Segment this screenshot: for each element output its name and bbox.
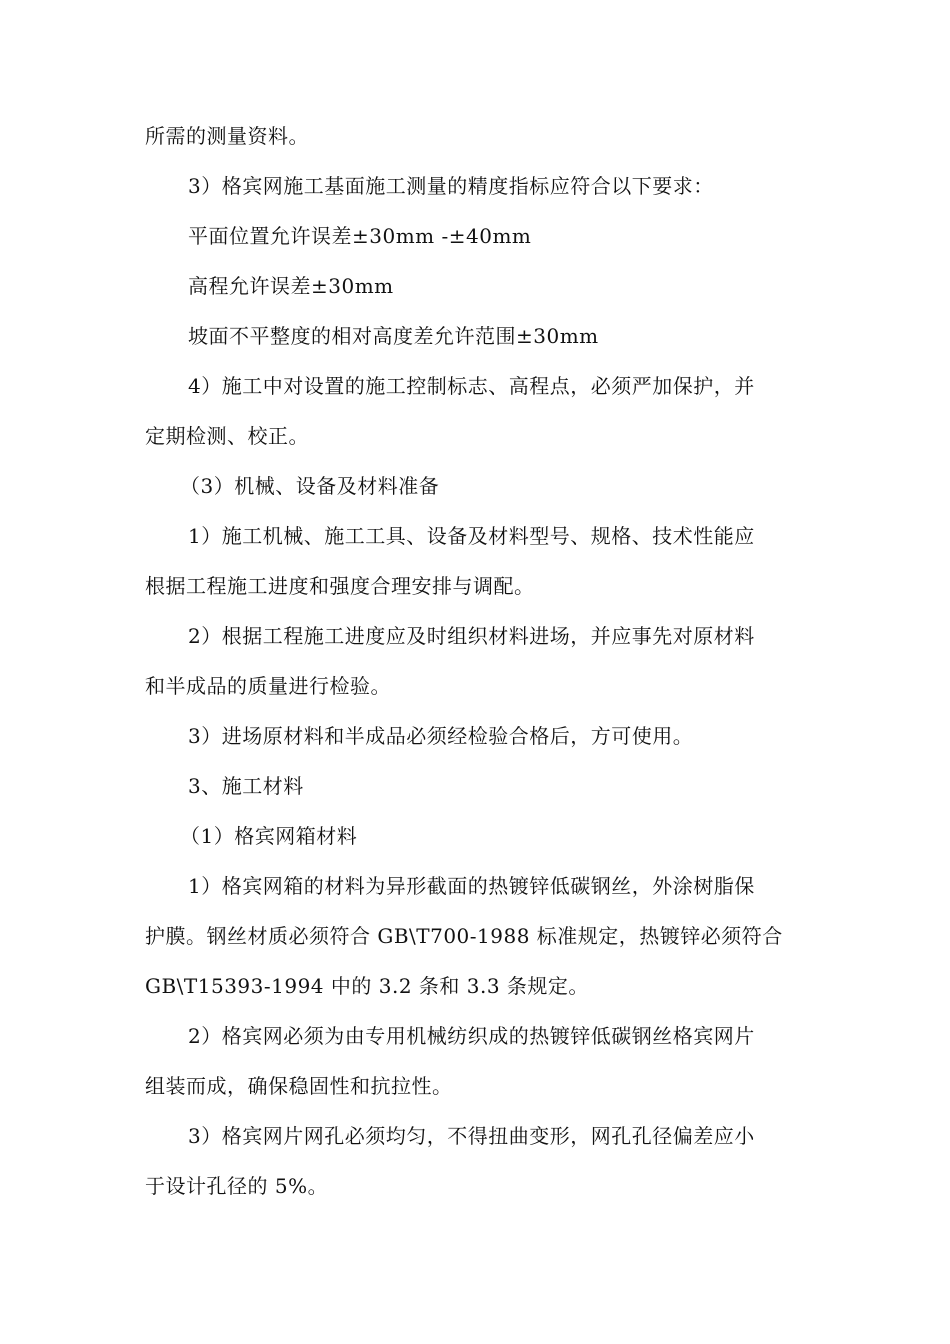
text-line: 1）格宾网箱的材料为异形截面的热镀锌低碳钢丝，外涂树脂保 (188, 874, 755, 898)
text-line: 3）格宾网片网孔必须均匀，不得扭曲变形，网孔孔径偏差应小 (188, 1124, 755, 1148)
text-line: 定期检测、校正。 (145, 424, 309, 448)
text-line: 4）施工中对设置的施工控制标志、高程点，必须严加保护，并 (188, 374, 755, 398)
text-line: 2）格宾网必须为由专用机械纺织成的热镀锌低碳钢丝格宾网片 (188, 1024, 755, 1048)
text-line: 高程允许误差±30mm (188, 274, 394, 298)
text-line: 坡面不平整度的相对高度差允许范围±30mm (188, 324, 599, 348)
text-line: 于设计孔径的 5%。 (145, 1174, 329, 1198)
text-line: 2）根据工程施工进度应及时组织材料进场，并应事先对原材料 (188, 624, 755, 648)
text-line: 和半成品的质量进行检验。 (145, 674, 391, 698)
text-line: GB\T15393-1994 中的 3.2 条和 3.3 条规定。 (145, 974, 589, 998)
text-line: 1）施工机械、施工工具、设备及材料型号、规格、技术性能应 (188, 524, 755, 548)
text-line: 平面位置允许误差±30mm -±40mm (188, 224, 532, 248)
section-heading: 3、施工材料 (188, 774, 304, 798)
text-line: 3）格宾网施工基面施工测量的精度指标应符合以下要求： (188, 174, 714, 198)
text-line: 根据工程施工进度和强度合理安排与调配。 (145, 574, 535, 598)
section-heading: （3）机械、设备及材料准备 (180, 474, 440, 498)
text-line: 3）进场原材料和半成品必须经检验合格后，方可使用。 (188, 724, 694, 748)
section-heading: （1）格宾网箱材料 (180, 824, 358, 848)
text-line: 组装而成，确保稳固性和抗拉性。 (145, 1074, 453, 1098)
text-line: 护膜。钢丝材质必须符合 GB\T700-1988 标准规定，热镀锌必须符合 (145, 924, 783, 948)
text-line: 所需的测量资料。 (145, 124, 309, 148)
